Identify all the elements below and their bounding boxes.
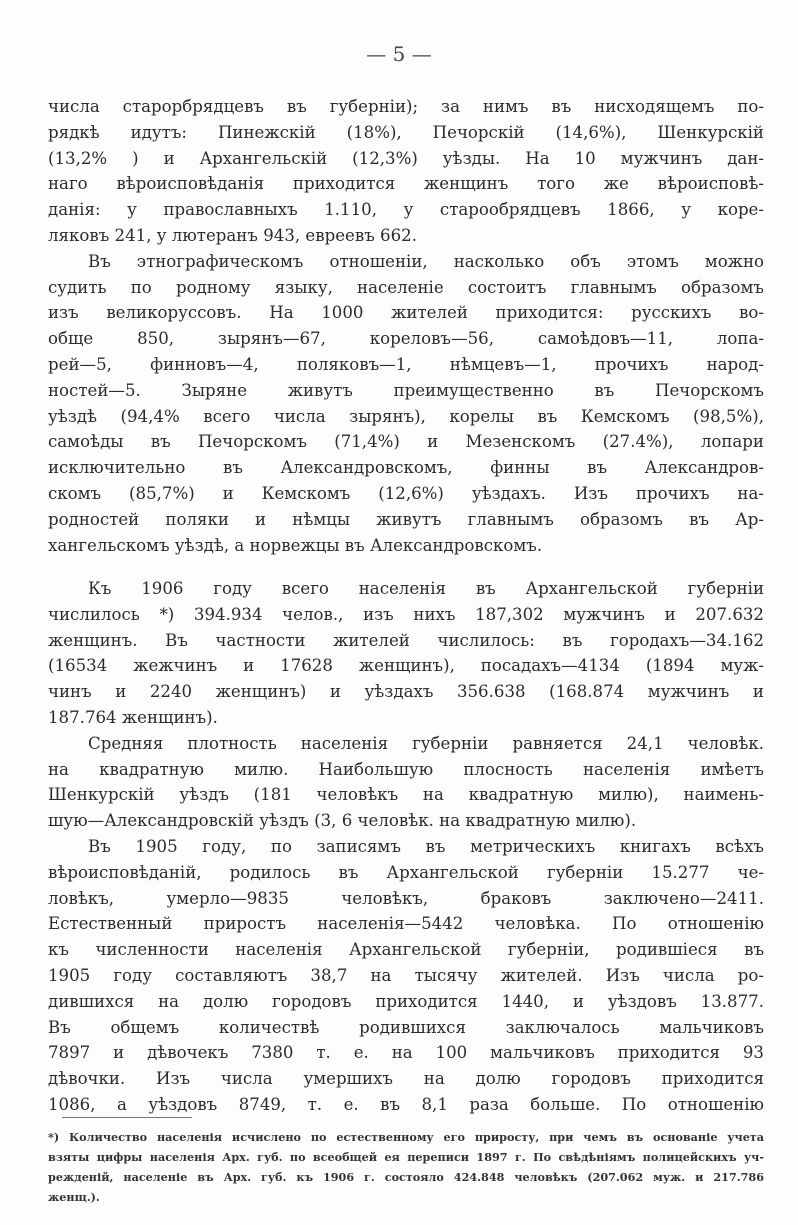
- text-line: Въ общемъ количествѣ родившихся заключалось мальчиковъ: [48, 1017, 764, 1037]
- text-line: *) Количество населенія исчислено по естественному его приросту, при чемъ въ основаніе учета: [48, 1130, 764, 1144]
- text-line: дившихся на долю городовъ приходится 1440, и уѣздовъ 13.877.: [48, 991, 764, 1011]
- text-line: Къ 1906 году всего населенія въ Архангельской губерніи: [88, 579, 764, 598]
- text-line: Средняя плотность населенія губерніи равняется 24,1 человѣк.: [88, 733, 764, 753]
- text-line: Въ этнографическомъ отношеніи, насколько объ этомъ можно: [88, 251, 764, 271]
- text-line: 1086, а уѣздовъ 8749, т. е. въ 8,1 раза больше. По отношенію: [48, 1094, 764, 1114]
- text-line: (13,2% ) и Архангельскій (12,3%) уѣзды. На 10 мужчинъ дан-: [48, 148, 764, 168]
- text-line: 187.764 женщинъ).: [48, 707, 218, 727]
- text-line: рядкѣ идутъ: Пинежскій (18%), Печорскій (14,6%), Шенкурскій: [48, 122, 764, 142]
- text-line: дѣвочки. Изъ числа умершихъ на долю городовъ приходится: [48, 1069, 764, 1089]
- text-line: наго вѣроисповѣданія приходится женщинъ того же вѣроисповѣ-: [48, 174, 764, 194]
- text-line: уѣздѣ (94,4% всего числа зырянъ), корелы въ Кемскомъ (98,5%),: [48, 406, 764, 426]
- text-line: скомъ (85,7%) и Кемскомъ (12,6%) уѣздахъ. Изъ прочихъ на-: [48, 483, 764, 503]
- text-line: 1905 году составляютъ 38,7 на тысячу жителей. Изъ числа ро-: [48, 965, 764, 985]
- text-line: женщ.).: [48, 1190, 100, 1204]
- text-line: Въ 1905 году, по записямъ въ метрическихъ книгахъ всѣхъ: [88, 836, 764, 856]
- footnote-divider: [62, 1117, 192, 1118]
- text-line: режденій, населеніе въ Арх. губ. къ 1906 г. состояло 424.848 человѣкъ (207.062 муж. и 217.786: [48, 1170, 764, 1184]
- text-line: исключительно въ Александровскомъ, финны въ Александров-: [48, 458, 764, 478]
- footnote: [48, 1127, 764, 1207]
- text-line: женщинъ. Въ частности жителей числилось: въ городахъ—34.162: [48, 630, 764, 650]
- text-line: 7897 и дѣвочекъ 7380 т. е. на 100 мальчиковъ приходится 93: [48, 1043, 764, 1063]
- text-line: (16534 жежчинъ и 17628 женщинъ), посадахъ—4134 (1894 муж-: [48, 656, 764, 676]
- text-line: числа старорбрядцевъ въ губерніи); за нимъ въ нисходящемъ по-: [48, 97, 764, 116]
- text-line: ловѣкъ, умерло—9835 человѣкъ, браковъ заключено—2411.: [48, 888, 764, 908]
- paragraph-block-1: [48, 94, 764, 558]
- text-line: числилось *) 394.934 челов., изъ нихъ 187,302 мужчинъ и 207.632: [48, 604, 764, 624]
- text-line: обще 850, зырянъ—67, кореловъ—56, самоѣдовъ—11, лопа-: [48, 329, 764, 349]
- text-line: на квадратную милю. Наибольшую плосность населенія имѣетъ: [48, 759, 764, 779]
- text-line: къ численности населенія Архангельской губерніи, родившіеся въ: [48, 940, 764, 960]
- text-line: родностей поляки и нѣмцы живутъ главнымъ образомъ въ Ар-: [48, 509, 764, 529]
- text-line: ностей—5. Зыряне живутъ преимущественно въ Печорскомъ: [48, 380, 764, 400]
- text-line: Шенкурскій уѣздъ (181 человѣкъ на квадратную милю), наимень-: [48, 785, 764, 805]
- text-line: взяты цифры населенія Арх. губ. по всеобщей ея переписи 1897 г. По свѣдѣніямъ полицейскихъ уч-: [48, 1150, 764, 1164]
- text-line: вѣроисповѣданій, родилось въ Архангельской губерніи 15.277 че-: [48, 862, 764, 882]
- text-line: рей—5, финновъ—4, поляковъ—1, нѣмцевъ—1, прочихъ народ-: [48, 354, 764, 374]
- text-line: хангельскомъ уѣздѣ, а норвежцы въ Александровскомъ.: [48, 535, 543, 555]
- paragraph-block-2: [48, 576, 764, 1118]
- text-line: судить по родному языку, населеніе состоитъ главнымъ образомъ: [48, 277, 764, 297]
- text-line: ляковъ 241, у лютеранъ 943, евреевъ 662.: [48, 225, 417, 245]
- text-line: самоѣды въ Печорскомъ (71,4%) и Мезенскомъ (27.4%), лопари: [48, 432, 764, 452]
- text-line: изъ великоруссовъ. На 1000 жителей приходится: русскихъ во-: [48, 303, 764, 323]
- page-number: — 5 —: [366, 42, 432, 66]
- text-line: чинъ и 2240 женщинъ) и уѣздахъ 356.638 (168.874 мужчинъ и: [48, 682, 764, 702]
- text-line: данія: у православныхъ 1.110, у старообрядцевъ 1866, у коре-: [48, 200, 764, 220]
- text-line: Естественный приростъ населенія—5442 человѣка. По отношенію: [48, 914, 764, 934]
- text-line: шую—Александровскій уѣздъ (3, 6 человѣк. на квадратную милю).: [48, 811, 637, 831]
